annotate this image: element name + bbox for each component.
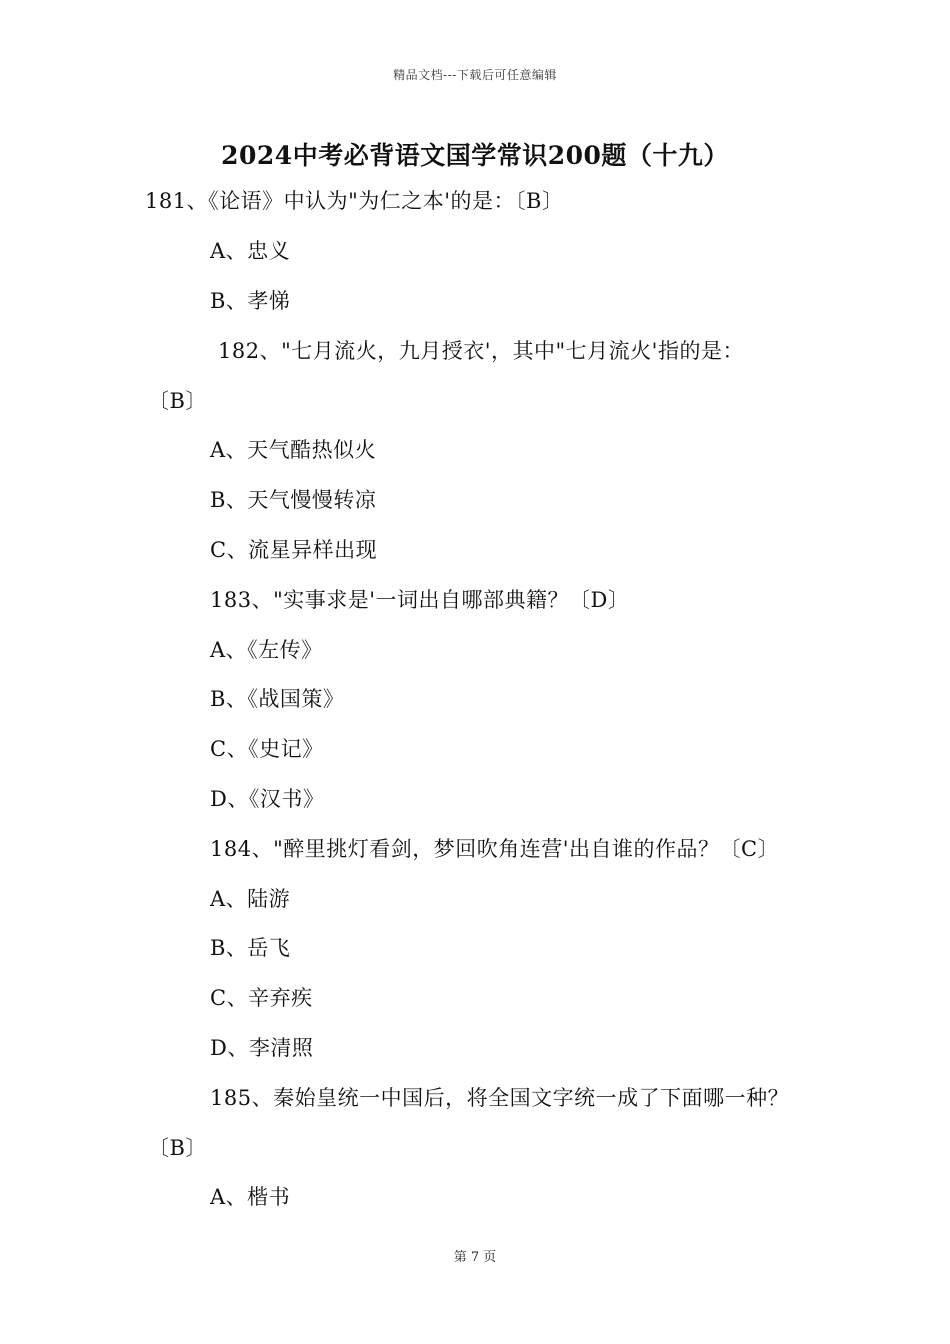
question-184: 184、"醉里挑灯看剑，梦回吹角连营'出自谁的作品？〔C〕 [210,837,780,861]
option-182-a: A、天气酷热似火 [210,438,377,462]
page-header: 精品文档---下载后可任意编辑 [393,68,557,82]
option-181-b: B、孝悌 [210,289,291,313]
option-183-d: D、《汉书》 [210,787,325,811]
question-185-answer: 〔B〕 [148,1136,207,1160]
option-182-b: B、天气慢慢转凉 [210,488,377,512]
option-184-d: D、李清照 [210,1036,314,1060]
option-182-c: C、流星异样出现 [210,538,378,562]
option-184-a: A、陆游 [210,887,291,911]
question-183: 183、"实事求是'一词出自哪部典籍？〔D〕 [210,588,630,612]
question-181: 181、《论语》中认为"为仁之本'的是：〔B〕 [145,189,564,213]
document-title: 2024中考必背语文国学常识200题（十九） [221,141,729,170]
page-number: 第 7 页 [453,1250,497,1265]
question-185: 185、秦始皇统一中国后，将全国文字统一成了下面哪一种？ [210,1086,790,1110]
option-185-a: A、楷书 [210,1185,291,1209]
question-182-answer: 〔B〕 [148,389,207,413]
option-184-b: B、岳飞 [210,936,291,960]
option-181-a: A、忠义 [210,239,291,263]
option-183-b: B、《战国策》 [210,687,345,711]
question-182: 182、"七月流火，九月授衣'，其中"七月流火'指的是： [218,339,744,363]
option-183-c: C、《史记》 [210,737,324,761]
option-183-a: A、《左传》 [210,638,323,662]
option-184-c: C、辛弃疾 [210,986,313,1010]
